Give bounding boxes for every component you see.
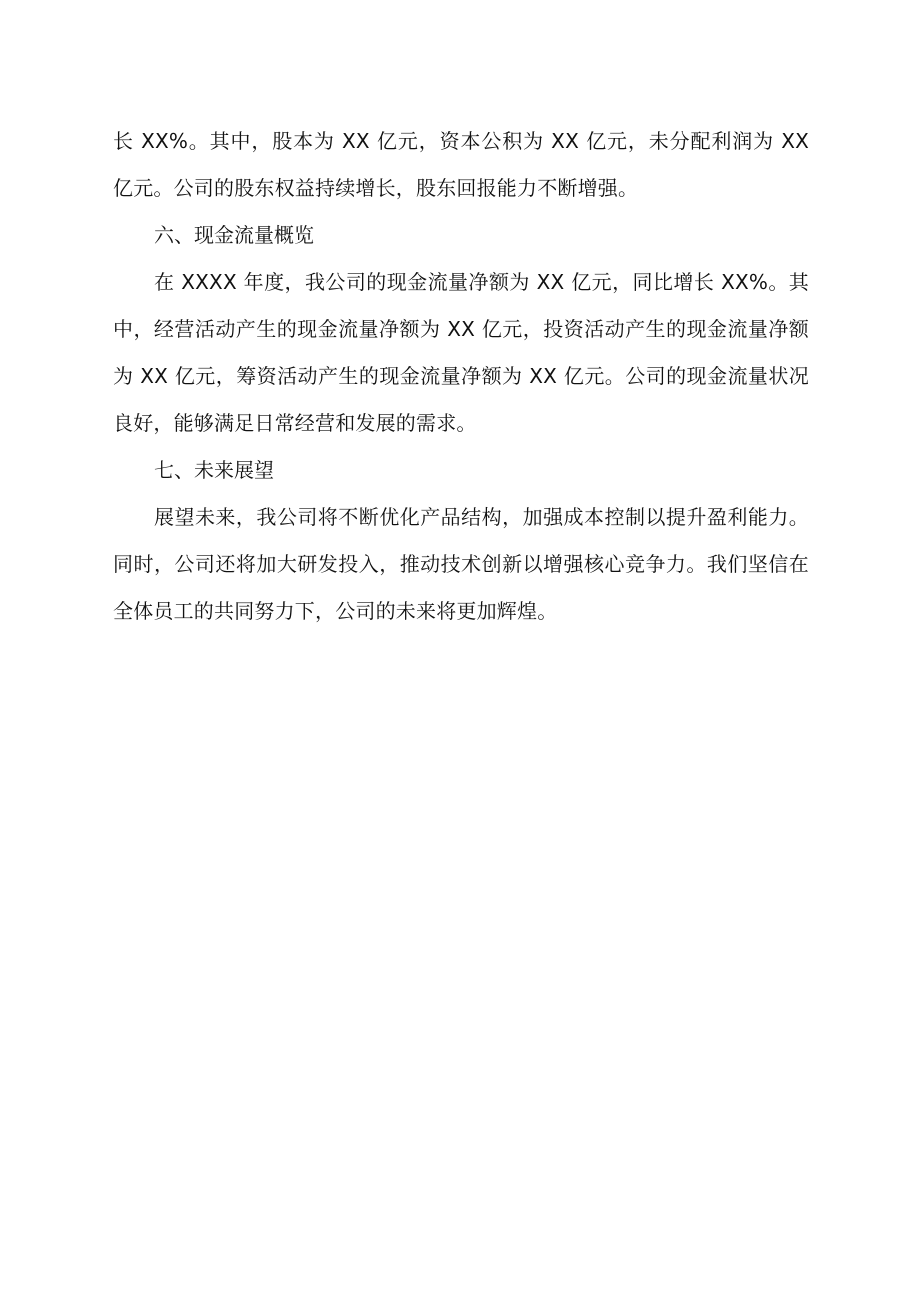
shareholder-equity-paragraph-continued: 长 XX%。其中，股本为 XX 亿元，资本公积为 XX 亿元，未分配利润为 XX 亿元。公司的股东权益持续增长，股东回报能力不断增强。 xyxy=(113,129,809,200)
cash-flow-paragraph: 在 XXXX 年度，我公司的现金流量净额为 XX 亿元，同比增长 XX%。其中，经营活动产生的现金流量净额为 XX 亿元，投资活动产生的现金流量净额为 XX 亿元，筹资活动产生的现金流量净额为 XX 亿元。公司的现金流量状况良好，能够满足日常经营和发展的需求。 xyxy=(113,270,809,435)
section-heading-cash-flow: 六、现金流量概览 xyxy=(154,223,314,247)
outlook-paragraph: 展望未来，我公司将不断优化产品结构，加强成本控制以提升盈利能力。同时，公司还将加大研发投入，推动技术创新以增强核心竞争力。我们坚信在全体员工的共同努力下，公司的未来将更加辉煌。 xyxy=(113,505,809,623)
document-body xyxy=(113,118,809,635)
section-heading-outlook: 七、未来展望 xyxy=(154,458,274,482)
